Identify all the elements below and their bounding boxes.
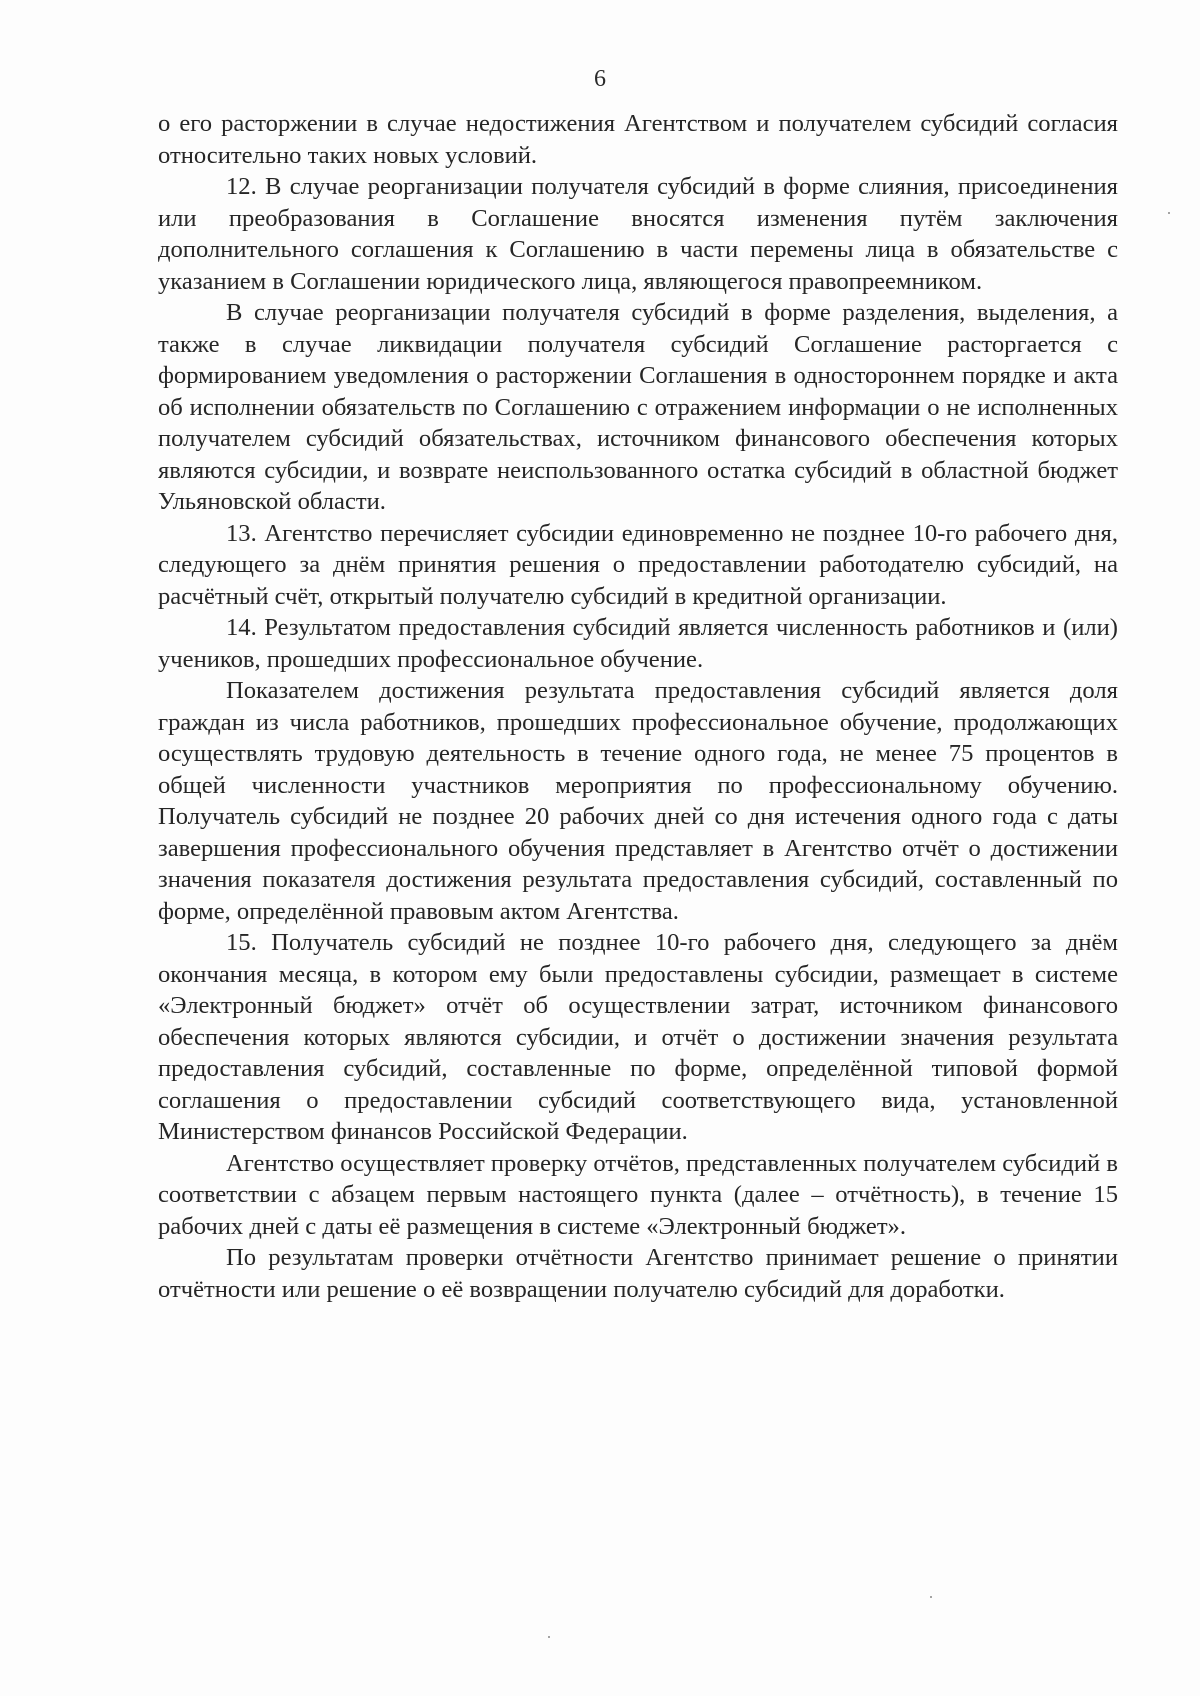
- paragraph-verification: Агентство осуществляет проверку отчётов, представленных получателем субсидий в соответствии с абзацем первым настоящего пункта (далее – отчётность), в течение 15 рабочих дней с даты её размещения в системе «Электронный бюджет».: [158, 1149, 1118, 1240]
- paragraph-item-15: 15. Получатель субсидий не позднее 10-го рабочего дня, следующего за днём окончания месяца, в котором ему были предоставлены субсидии, размещает в системе «Электронный бюджет» отчёт об осуществлении затрат, источником финансового обеспечения которых являются субсидии, и отчёт о достижении значения результата предоставления субсидий, составленные по форме, определённой типовой формой соглашения о предоставлении субсидий соответствующего вида, установленной Министерством финансов Российской Федерации.: [158, 929, 1118, 1145]
- paragraph-item-12: 12. В случае реорганизации получателя субсидий в форме слияния, присоединения или преобразования в Соглашение вносятся изменения путём заключения дополнительного соглашения к Соглашению в части перемены лица в обязательстве с указанием в Соглашении юридического лица, являющегося правопреемником.: [158, 173, 1118, 295]
- paragraph-reorganization: В случае реорганизации получателя субсидий в форме разделения, выделения, а также в случае ликвидации получателя субсидий Соглашение расторгается с формированием уведомления о расторжении Соглашения в одностороннем порядке и акта об исполнении обязательств по Соглашению с отражением информации о не исполненных получателем субсидий обязательствах, источником финансового обеспечения которых являются субсидии, и возврате неиспользованного остатка субсидий в областной бюджет Ульяновской области.: [158, 299, 1118, 515]
- scan-speck: [930, 1596, 932, 1598]
- scan-speck: [548, 1636, 550, 1638]
- document-body: [158, 108, 1118, 1305]
- page-number: 6: [594, 66, 606, 92]
- paragraph-indicator: Показателем достижения результата предоставления субсидий является доля граждан из числа работников, прошедших профессиональное обучение, продолжающих осуществлять трудовую деятельность в течение одного года, не менее 75 процентов в общей численности участников мероприятия по профессиональному обучению. Получатель субсидий не позднее 20 рабочих дней со дня истечения одного года с даты завершения профессионального обучения представляет в Агентство отчёт о достижении значения показателя достижения результата предоставления субсидий, составленный по форме, определённой правовым актом Агентства.: [158, 677, 1118, 925]
- paragraph-continuation: о его расторжении в случае недостижения Агентством и получателем субсидий согласия относительно таких новых условий.: [158, 110, 1118, 169]
- paragraph-decision: По результатам проверки отчётности Агентство принимает решение о принятии отчётности или решение о её возвращении получателю субсидий для доработки.: [158, 1244, 1118, 1303]
- paragraph-item-14: 14. Результатом предоставления субсидий является численность работников и (или) учеников, прошедших профессиональное обучение.: [158, 614, 1118, 673]
- paragraph-item-13: 13. Агентство перечисляет субсидии единовременно не позднее 10-го рабочего дня, следующего за днём принятия решения о предоставлении работодателю субсидий, на расчётный счёт, открытый получателю субсидий в кредитной организации.: [158, 519, 1118, 610]
- scan-speck: [1168, 212, 1170, 214]
